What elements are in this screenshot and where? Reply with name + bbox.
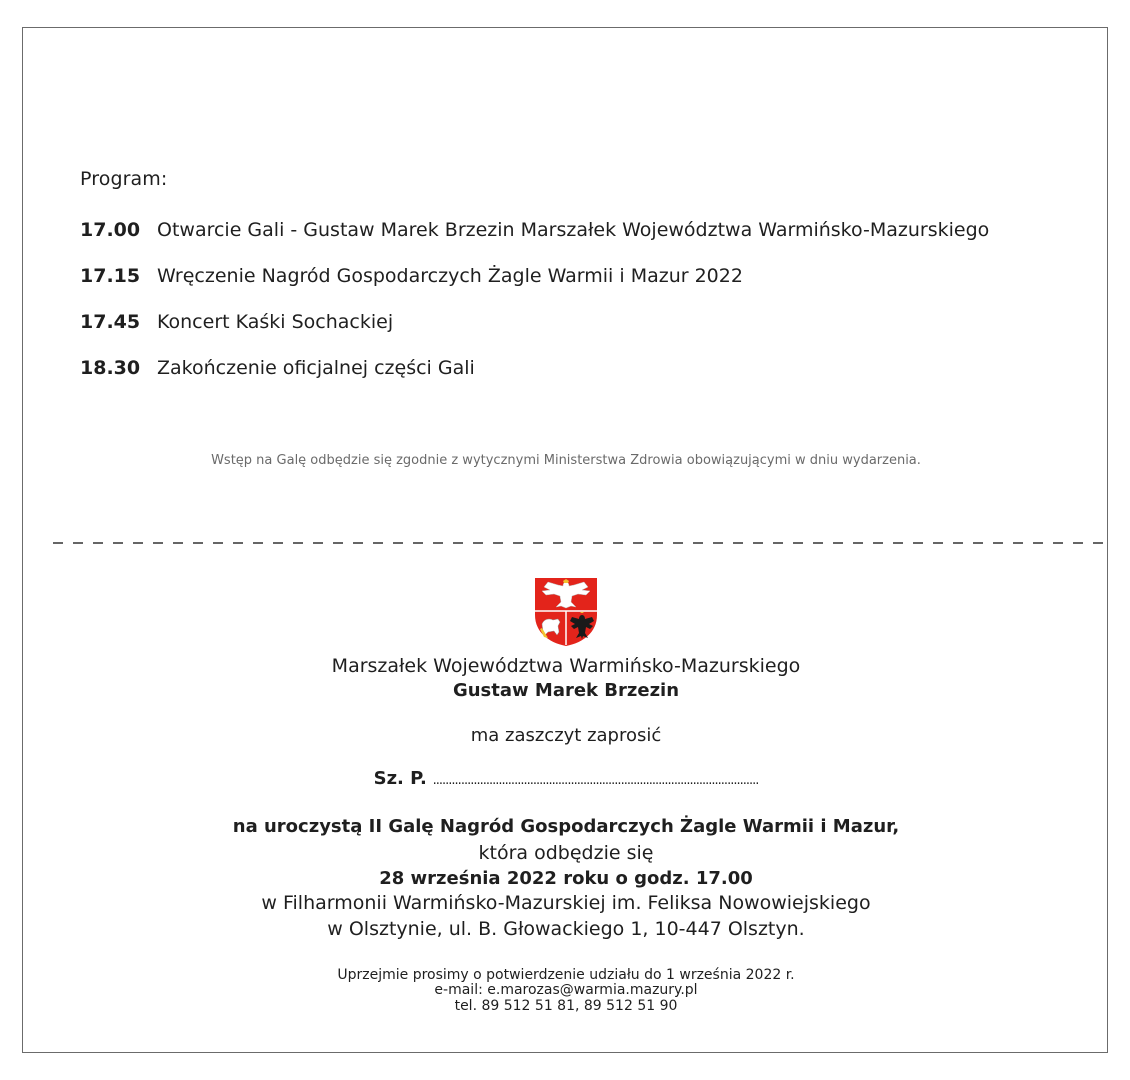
program-text: Koncert Kaśki Sochackiej (157, 311, 394, 333)
program-text: Zakończenie oficjalnej części Gali (157, 357, 475, 379)
invitation-phrase: ma zaszczyt zaprosić (470, 725, 662, 746)
event-intro: która odbędzie się (478, 842, 654, 864)
event-venue: w Filharmonii Warmińsko-Mazurskiej im. Feliksa Nowowiejskiego (261, 892, 871, 914)
program-time: 18.30 (80, 357, 141, 379)
program-item (80, 219, 989, 241)
recipient-salutation: Sz. P. (373, 768, 427, 789)
program-time: 17.15 (80, 265, 141, 287)
program-time: 17.45 (80, 311, 141, 333)
program-item (80, 357, 475, 379)
rsvp-phone: tel. 89 512 51 81, 89 512 51 90 (454, 998, 678, 1014)
rsvp-email: e-mail: e.marozas@warmia.mazury.pl (434, 982, 698, 998)
cut-line-divider (53, 542, 1113, 544)
program-heading: Program: (80, 168, 168, 190)
entry-notice: Wstęp na Galę odbędzie się zgodnie z wytycznymi Ministerstwa Zdrowia obowiązującymi w dniu wydarzenia. (211, 453, 921, 468)
host-title: Marszałek Województwa Warmińsko-Mazurskiego (331, 655, 801, 677)
program-item (80, 311, 393, 333)
host-name: Gustaw Marek Brzezin (452, 680, 680, 701)
event-address: w Olsztynie, ul. B. Głowackiego 1, 10-447 Olsztyn. (327, 918, 805, 940)
event-title: na uroczystą II Galę Nagród Gospodarczych Żagle Warmii i Mazur, (232, 816, 900, 837)
program-time: 17.00 (80, 219, 141, 241)
program-item (80, 265, 743, 287)
invitation-card (22, 27, 1108, 1053)
recipient-blank: ........................................................................................................ (432, 773, 759, 788)
rsvp-request: Uprzejmie prosimy o potwierdzenie udziału do 1 września 2022 r. (337, 967, 795, 983)
program-text: Wręczenie Nagród Gospodarczych Żagle Warmii i Mazur 2022 (157, 265, 743, 287)
event-date: 28 września 2022 roku o godz. 17.00 (379, 868, 753, 889)
program-text: Otwarcie Gali - Gustaw Marek Brzezin Marszałek Województwa Warmińsko-Mazurskiego (157, 219, 990, 241)
recipient-line (23, 768, 1109, 789)
coat-of-arms-icon (534, 577, 598, 647)
